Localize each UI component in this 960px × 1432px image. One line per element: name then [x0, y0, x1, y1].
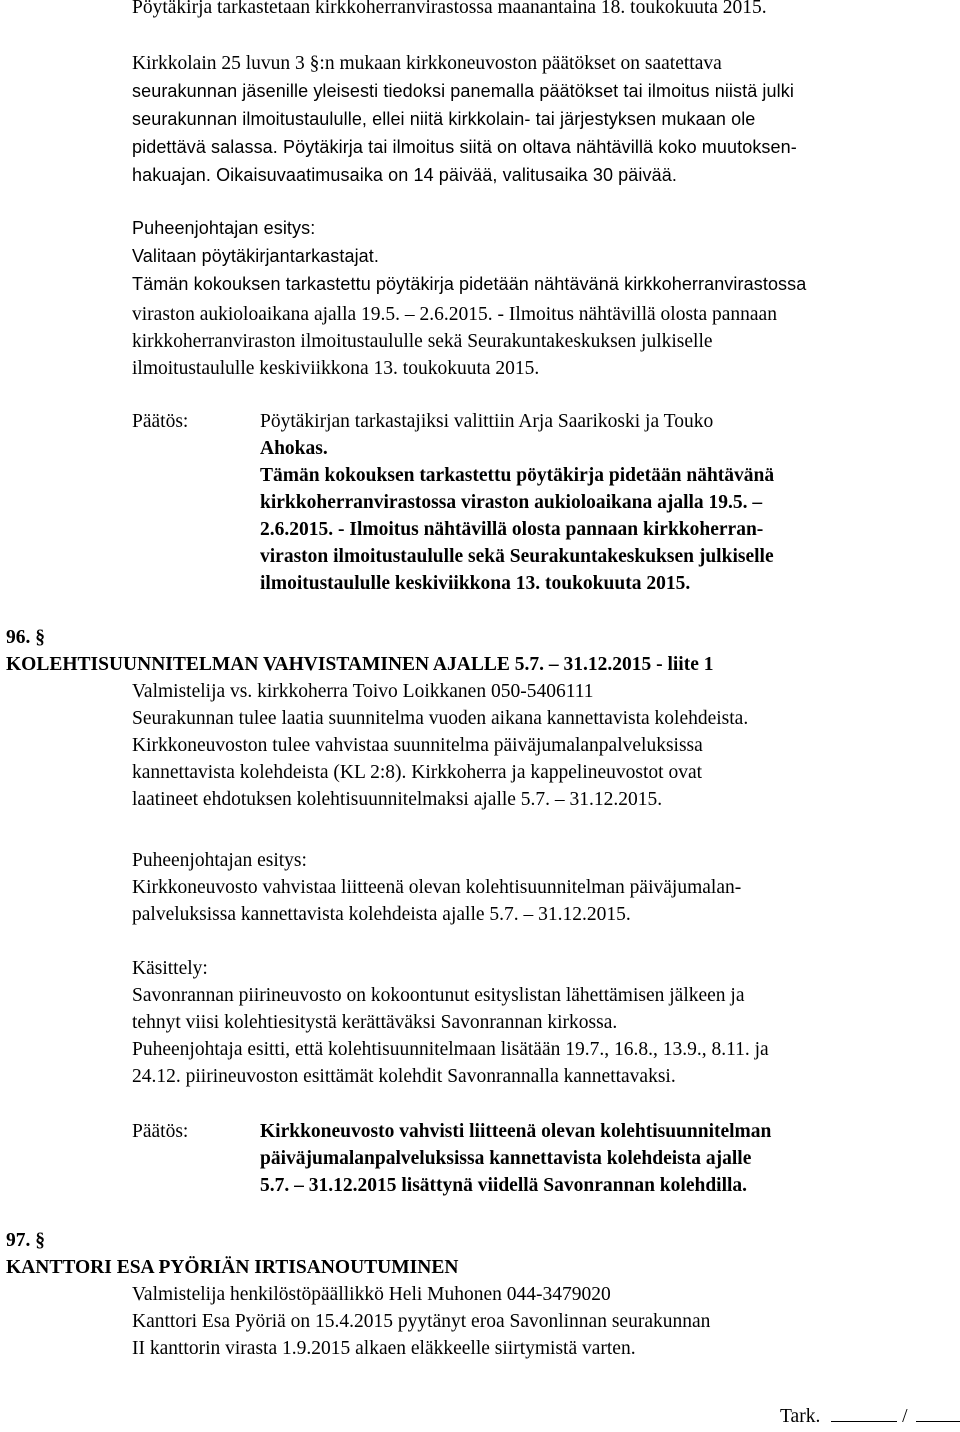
body-line: II kanttorin virasta 1.9.2015 alkaen eläkkeelle siirtymistä varten. [132, 1338, 636, 1359]
paatos-line: Tämän kokouksen tarkastettu pöytäkirja pidetään nähtävänä [260, 465, 775, 486]
esitys-line: kirkkoherranviraston ilmoitustaululle sekä Seurakuntakeskuksen julkiselle [132, 331, 713, 352]
paatos-line: päiväjumalanpalveluksissa kannettavista kolehdeista ajalle [260, 1148, 752, 1169]
paatos-line: viraston ilmoitustaululle sekä Seurakuntakeskuksen julkiselle [260, 546, 774, 567]
body-line: Seurakunnan tulee laatia suunnitelma vuoden aikana kannettavista kolehdeista. [132, 708, 749, 729]
body-line: laatineet ehdotuksen kolehtisuunnitelmaksi ajalle 5.7. – 31.12.2015. [132, 789, 663, 810]
kasittely-label: Käsittely: [132, 958, 208, 979]
kasittely-line: 24.12. piirineuvoston esittämät kolehdit Savonrannalla kannettavaksi. [132, 1066, 676, 1087]
paatos-line: 5.7. – 31.12.2015 lisättynä viidellä Savonrannan kolehdilla. [260, 1175, 748, 1196]
body-line: Valmistelija henkilöstöpäällikkö Heli Muhonen 044-3479020 [132, 1284, 611, 1305]
section-number: 96. § [6, 627, 45, 648]
intro-paragraph-line: pidettävä salassa. Pöytäkirja tai ilmoitus siitä on oltava nähtävillä koko muutoksen- [132, 137, 797, 157]
esitys-line: ilmoitustaululle keskiviikkona 13. toukokuuta 2015. [132, 358, 540, 379]
paatos-line: ilmoitustaululle keskiviikkona 13. toukokuuta 2015. [260, 573, 691, 594]
initials-label: Tark. [780, 1406, 821, 1427]
paatos-line: kirkkoherranvirastossa viraston aukioloaikana ajalla 19.5. – [260, 492, 763, 513]
body-line: Kirkkoneuvoston tulee vahvistaa suunnitelma päiväjumalanpalveluksissa [132, 735, 703, 756]
intro-first-line: Pöytäkirja tarkastetaan kirkkoherranvirastossa maanantaina 18. toukokuuta 2015. [132, 0, 767, 18]
esitys-line: Valitaan pöytäkirjantarkastajat. [132, 246, 379, 266]
intro-paragraph-line: seurakunnan jäsenille yleisesti tiedoksi panemalla päätökset tai ilmoitus niistä julki [132, 81, 794, 101]
kasittely-line: Puheenjohtaja esitti, että kolehtisuunnitelmaan lisätään 19.7., 16.8., 13.9., 8.11. ja [132, 1039, 769, 1060]
esitys-line: palveluksissa kannettavista kolehdeista ajalle 5.7. – 31.12.2015. [132, 904, 631, 925]
paatos-line: Ahokas. [260, 438, 328, 459]
initials-field [780, 1403, 960, 1430]
section-number: 97. § [6, 1230, 45, 1251]
initials-blank [831, 1405, 897, 1422]
paatos-line: Pöytäkirjan tarkastajiksi valittiin Arja Saarikoski ja Touko [260, 411, 714, 432]
intro-paragraph-line: hakuajan. Oikaisuvaatimusaika on 14 päivää, valitusaika 30 päivää. [132, 165, 677, 185]
paatos-line: Kirkkoneuvosto vahvisti liitteenä olevan kolehtisuunnitelman [260, 1121, 772, 1142]
paatos-label: Päätös: [132, 1121, 189, 1142]
initials-blank [916, 1405, 960, 1422]
section-title: KOLEHTISUUNNITELMAN VAHVISTAMINEN AJALLE 5.7. – 31.12.2015 - liite 1 [6, 654, 714, 675]
body-line: Kanttori Esa Pyöriä on 15.4.2015 pyytänyt eroa Savonlinnan seurakunnan [132, 1311, 711, 1332]
esitys-line: Kirkkoneuvosto vahvistaa liitteenä olevan kolehtisuunnitelman päiväjumalan- [132, 877, 742, 898]
body-line: Valmistelija vs. kirkkoherra Toivo Loikkanen 050-5406111 [132, 681, 594, 702]
intro-paragraph-line: seurakunnan ilmoitustaululle, ellei niitä kirkkolain- tai järjestyksen mukaan ole [132, 109, 756, 129]
paatos-label: Päätös: [132, 411, 189, 432]
esitys-line: Tämän kokouksen tarkastettu pöytäkirja pidetään nähtävänä kirkkoherranvirastossa [132, 274, 807, 294]
body-line: kannettavista kolehdeista (KL 2:8). Kirkkoherra ja kappelineuvostot ovat [132, 762, 703, 783]
esitys-label: Puheenjohtajan esitys: [132, 218, 316, 238]
esitys-label: Puheenjohtajan esitys: [132, 850, 307, 871]
section-title: KANTTORI ESA PYÖRIÄN IRTISANOUTUMINEN [6, 1257, 459, 1278]
kasittely-line: Savonrannan piirineuvosto on kokoontunut esityslistan lähettämisen jälkeen ja [132, 985, 745, 1006]
initials-separator: / [902, 1406, 908, 1427]
intro-paragraph-line: Kirkkolain 25 luvun 3 §:n mukaan kirkkoneuvoston päätökset on saatettava [132, 53, 722, 74]
kasittely-line: tehnyt viisi kolehtiesitystä kerättäväksi Savonrannan kirkossa. [132, 1012, 618, 1033]
paatos-line: 2.6.2015. - Ilmoitus nähtävillä olosta pannaan kirkkoherran- [260, 519, 764, 540]
esitys-line: viraston aukioloaikana ajalla 19.5. – 2.6.2015. - Ilmoitus nähtävillä olosta pannaan [132, 304, 777, 325]
